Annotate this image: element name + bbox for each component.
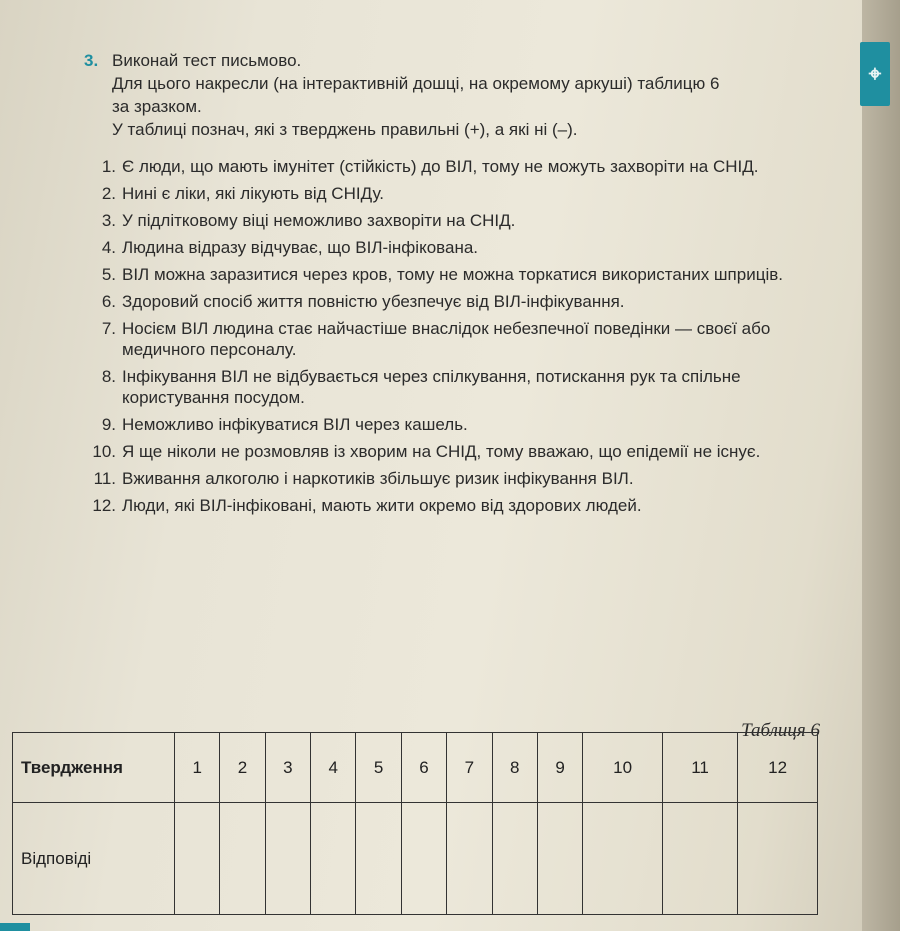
statement-number: 8. bbox=[101, 367, 116, 386]
statement-6 bbox=[84, 291, 844, 312]
statement-number: 1. bbox=[101, 157, 116, 176]
column-header: 4 bbox=[311, 733, 356, 803]
answer-cell bbox=[537, 803, 582, 915]
statement-number: 5. bbox=[101, 265, 116, 284]
bookmark-tab-icon: ⌖ bbox=[860, 42, 890, 106]
task-section bbox=[84, 50, 844, 522]
column-header: 12 bbox=[738, 733, 818, 803]
statement-text: ВІЛ можна заразитися через кров, тому не можна торкатися використаних шприців. bbox=[122, 265, 783, 284]
column-header: 2 bbox=[220, 733, 265, 803]
answer-cell bbox=[447, 803, 492, 915]
answer-cell bbox=[175, 803, 220, 915]
statement-text: Є люди, що мають імунітет (стійкість) до ВІЛ, тому не можуть захворіти на СНІД. bbox=[122, 157, 759, 176]
task-instructions bbox=[112, 50, 719, 142]
answer-cell bbox=[311, 803, 356, 915]
column-header: 11 bbox=[662, 733, 737, 803]
statement-text: Люди, які ВІЛ-інфіковані, мають жити окремо від здорових людей. bbox=[122, 496, 642, 515]
answers-table bbox=[12, 732, 818, 915]
table-answers-row bbox=[13, 803, 818, 915]
statement-9 bbox=[84, 414, 844, 435]
statement-8 bbox=[84, 366, 844, 408]
statement-text: Нині є ліки, які лікують від СНІДу. bbox=[122, 184, 384, 203]
bottom-accent-strip bbox=[0, 923, 30, 931]
statement-number: 10. bbox=[92, 442, 116, 461]
statement-text: У підлітковому віці неможливо захворіти на СНІД. bbox=[122, 211, 516, 230]
table-caption: Таблиця 6 bbox=[741, 720, 820, 741]
statement-5 bbox=[84, 264, 844, 285]
column-header: 3 bbox=[265, 733, 310, 803]
column-header: 10 bbox=[583, 733, 663, 803]
statement-number: 7. bbox=[101, 319, 116, 338]
column-header: 8 bbox=[492, 733, 537, 803]
column-header: 1 bbox=[175, 733, 220, 803]
statement-number: 2. bbox=[101, 184, 116, 203]
task-number: 3. bbox=[84, 51, 99, 70]
answer-cell bbox=[356, 803, 401, 915]
table-header-row bbox=[13, 733, 818, 803]
statement-number: 3. bbox=[101, 211, 116, 230]
statement-11 bbox=[84, 468, 844, 489]
statement-3 bbox=[84, 210, 844, 231]
column-header: 9 bbox=[537, 733, 582, 803]
answer-cell bbox=[401, 803, 446, 915]
statement-10 bbox=[84, 441, 844, 462]
answer-cell bbox=[220, 803, 265, 915]
statements-list bbox=[84, 156, 844, 516]
column-header: 6 bbox=[401, 733, 446, 803]
statement-12 bbox=[84, 495, 844, 516]
answers-row-label: Відповіді bbox=[13, 803, 175, 915]
statement-2 bbox=[84, 183, 844, 204]
task-header bbox=[84, 50, 844, 142]
statement-text: Я ще ніколи не розмовляв із хворим на СНІД, тому вважаю, що епідемії не існує. bbox=[122, 442, 761, 461]
answer-cell bbox=[662, 803, 737, 915]
answer-cell bbox=[492, 803, 537, 915]
task-instruction-line-4: У таблиці познач, які з тверджень правильні (+), а які ні (–). bbox=[112, 120, 578, 139]
statement-text: Інфікування ВІЛ не відбувається через спілкування, потискання рук та спільне користування посудом. bbox=[122, 367, 741, 407]
task-instruction-line-3: за зразком. bbox=[112, 97, 202, 116]
statement-text: Неможливо інфікуватися ВІЛ через кашель. bbox=[122, 415, 468, 434]
answer-cell bbox=[265, 803, 310, 915]
statement-text: Здоровий спосіб життя повністю убезпечує від ВІЛ-інфікування. bbox=[122, 292, 625, 311]
column-header: 7 bbox=[447, 733, 492, 803]
statement-number: 4. bbox=[101, 238, 116, 257]
answer-cell bbox=[583, 803, 663, 915]
statement-number: 12. bbox=[92, 496, 116, 515]
statement-1 bbox=[84, 156, 844, 177]
statement-text: Людина відразу відчуває, що ВІЛ-інфікована. bbox=[122, 238, 479, 257]
statement-number: 6. bbox=[101, 292, 116, 311]
answer-cell bbox=[738, 803, 818, 915]
page-edge bbox=[862, 0, 900, 931]
statement-text: Носієм ВІЛ людина стає найчастіше внаслідок небезпечної поведінки — своєї або медичного персоналу. bbox=[122, 319, 771, 359]
table-header-label: Твердження bbox=[13, 733, 175, 803]
task-instruction-line-2: Для цього накресли (на інтерактивній дошці, на окремому аркуші) таблицю 6 bbox=[112, 74, 720, 93]
statement-number: 9. bbox=[101, 415, 116, 434]
statement-4 bbox=[84, 237, 844, 258]
statement-text: Вживання алкоголю і наркотиків збільшує ризик інфікування ВІЛ. bbox=[122, 469, 634, 488]
statement-7 bbox=[84, 318, 844, 360]
column-header: 5 bbox=[356, 733, 401, 803]
statement-number: 11. bbox=[93, 469, 116, 488]
task-title: Виконай тест письмово. bbox=[112, 51, 302, 70]
